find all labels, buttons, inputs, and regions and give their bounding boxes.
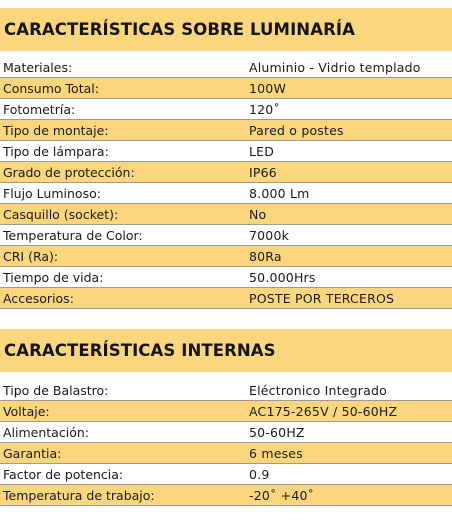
spec-value: 50.000Hrs (249, 269, 316, 285)
spec-label: Voltaje: (3, 403, 50, 419)
spec-row (0, 57, 452, 78)
spec-label: Temperatura de trabajo: (3, 487, 155, 503)
spec-row (0, 246, 452, 267)
section-header-luminaria (0, 8, 452, 51)
spec-row (0, 225, 452, 246)
spec-table-internas (0, 380, 452, 506)
spec-value: 50-60HZ (249, 424, 305, 440)
spec-label: Materiales: (3, 59, 73, 75)
spec-label: Accesorios: (3, 290, 74, 306)
spec-value: 100W (249, 80, 287, 96)
spec-label: Fotometría: (3, 101, 76, 117)
spec-row (0, 288, 452, 309)
spec-label: Garantia: (3, 445, 62, 461)
spec-value: Pared o postes (249, 122, 344, 138)
spec-row (0, 464, 452, 485)
spec-label: Tiempo de vida: (3, 269, 104, 285)
spec-value: 120˚ (249, 101, 280, 117)
spec-row (0, 443, 452, 464)
spec-label: Alimentación: (3, 424, 89, 440)
section-title: CARACTERÍSTICAS SOBRE LUMINARÍA (4, 20, 356, 39)
spec-row (0, 422, 452, 443)
spec-row (0, 204, 452, 225)
spec-label: Tipo de montaje: (3, 122, 109, 138)
spec-value: AC175-265V / 50-60HZ (249, 403, 398, 419)
spec-table-luminaria (0, 57, 452, 309)
spec-row (0, 485, 452, 506)
spec-value: LED (249, 143, 275, 159)
spec-row (0, 183, 452, 204)
spec-row (0, 78, 452, 99)
section-header-internas (0, 329, 452, 372)
spec-row (0, 120, 452, 141)
spec-label: Consumo Total: (3, 80, 99, 96)
spec-value: POSTE POR TERCEROS (249, 290, 395, 306)
spec-value: 7000k (249, 227, 290, 243)
spec-value: 6 meses (249, 445, 303, 461)
spec-label: Flujo Luminoso: (3, 185, 101, 201)
spec-value: 0.9 (249, 466, 270, 482)
spec-value: 8.000 Lm (249, 185, 310, 201)
spec-label: Temperatura de Color: (3, 227, 143, 243)
spec-row (0, 401, 452, 422)
spec-value: -20˚ +40˚ (249, 487, 315, 503)
spec-value: Aluminio - Vidrio templado (249, 59, 421, 75)
spec-label: Tipo de lámpara: (3, 143, 109, 159)
spec-label: Grado de protección: (3, 164, 135, 180)
spec-value: 80Ra (249, 248, 282, 264)
spec-row (0, 99, 452, 120)
spec-value: Eléctronico Integrado (249, 382, 387, 398)
spec-value: IP66 (249, 164, 277, 180)
spec-row (0, 380, 452, 401)
spec-row (0, 141, 452, 162)
spec-label: CRI (Ra): (3, 248, 59, 264)
spec-label: Tipo de Balastro: (3, 382, 109, 398)
spec-label: Factor de potencia: (3, 466, 124, 482)
spec-row (0, 162, 452, 183)
section-title: CARACTERÍSTICAS INTERNAS (4, 341, 276, 360)
spec-row (0, 267, 452, 288)
spec-label: Casquillo (socket): (3, 206, 119, 222)
spec-value: No (249, 206, 267, 222)
